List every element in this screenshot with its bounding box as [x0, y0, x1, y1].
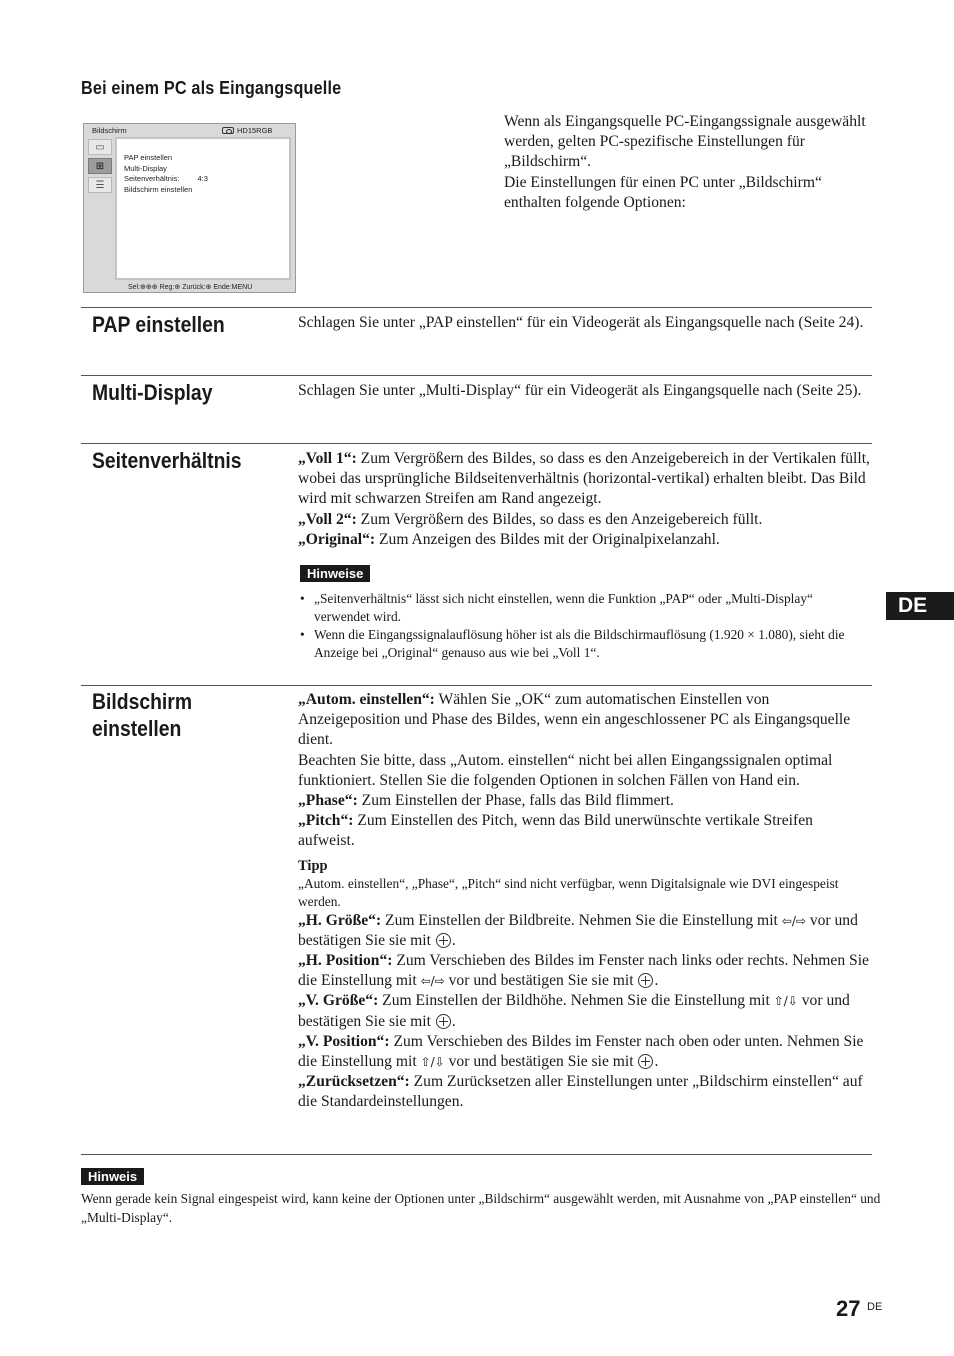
- multi-text: Schlagen Sie unter „Multi-Display“ für ein Videogerät als Eingangsquelle nach (Seite 25).: [298, 382, 862, 399]
- picture-menu-icon: ▭: [88, 139, 112, 155]
- input-icon: [222, 127, 234, 134]
- menu-item-value: 4:3: [197, 174, 208, 183]
- enter-button-icon: [436, 1014, 451, 1029]
- screen-menu-icon: ⊞: [88, 158, 112, 174]
- menu-items: [124, 153, 208, 195]
- page-number: 27: [836, 1296, 861, 1321]
- aspect-notes: [298, 590, 872, 662]
- screen-source-label: HD15RGB: [237, 126, 273, 135]
- intro-text: Wenn als Eingangsquelle PC-Eingangssignale ausgewählt werden, gelten PC-spezifische Einstellungen für „Bildschirm“. Die Einstellungen für einen PC unter „Bildschirm“ enthalten folgende Optionen:: [504, 113, 866, 211]
- divider: [81, 1154, 872, 1155]
- footnote-badge: Hinweis: [81, 1168, 144, 1185]
- left-right-arrow-icon: ⇦/⇨: [420, 974, 445, 989]
- footnote-text: Wenn gerade kein Signal eingespeist wird, kann keine der Optionen unter „Bildschirm“ ausgewählt werden, mit Ausnahme von „PAP einstellen“ und „Multi-Display“.: [81, 1191, 881, 1225]
- aspect-heading: Seitenverhältnis: [92, 448, 242, 473]
- tip-title: Tipp: [298, 857, 328, 874]
- note-item: • „Seitenverhältnis“ lässt sich nicht einstellen, wenn die Funktion „PAP“ oder „Multi-Display“ verwendet wird.: [298, 590, 872, 626]
- left-right-arrow-icon: ⇦/⇨: [781, 913, 806, 928]
- screenadj-heading: Bildschirm einstellen: [92, 689, 193, 741]
- menu-item: PAP einstellen: [124, 153, 173, 162]
- tip-text: „Autom. einstellen“, „Phase“, „Pitch“ sind nicht verfügbar, wenn Digitalsignale wie DVI eingespeist werden.: [298, 875, 839, 909]
- screen-title: Bildschirm: [92, 126, 127, 135]
- menu-item: Bildschirm einstellen: [124, 184, 193, 194]
- notes-badge: Hinweise: [300, 565, 370, 582]
- note-item: • Wenn die Eingangssignalauflösung höher ist als die Bildschirmauflösung (1.920 × 1.080), sieht die Anzeige bei „Original“ genauso aus wie bei „Voll 1“.: [298, 626, 872, 662]
- menu-item: Multi-Display: [124, 163, 167, 173]
- enter-button-icon: [436, 933, 451, 948]
- section-title: Bei einem PC als Eingangsquelle: [81, 78, 342, 98]
- page-language: DE: [867, 1301, 883, 1313]
- divider: [81, 443, 872, 444]
- divider: [81, 685, 872, 686]
- divider: [81, 307, 872, 308]
- screen-footer: Sel:⊕⊕⊕ Reg:⊕ Zurück:⊕ Ende:MENU: [128, 284, 253, 291]
- setup-menu-icon: ☰: [88, 177, 112, 193]
- multi-heading: Multi-Display: [92, 380, 213, 405]
- menu-item: Seitenverhältnis: 4:3: [124, 174, 208, 183]
- pap-text: Schlagen Sie unter „PAP einstellen“ für ein Videogerät als Eingangsquelle nach (Seite 24).: [298, 314, 864, 331]
- pap-heading: PAP einstellen: [92, 312, 225, 337]
- language-tab: DE: [886, 592, 954, 620]
- up-down-arrow-icon: ⇧/⇩: [420, 1055, 445, 1070]
- enter-button-icon: [638, 1054, 653, 1069]
- tip-block: [298, 857, 872, 911]
- menu-panel: [115, 137, 291, 280]
- aspect-text: „Voll 1“: Zum Vergrößern des Bildes, so dass es den Anzeigebereich in der Vertikalen füllt, wobei das ursprüngliche Bildseitenverhältnis (horizontal-vertikal) erhalten bleibt. Das Bild wird mit schwarzen Streifen am Rand angezeigt. „Voll 2“: Zum Vergrößern des Bildes, so dass es den Anzeigebereich füllt. „Original“: Zum Anzeigen des Bildes mit der Originalpixelanzahl.: [298, 450, 870, 548]
- menu-icon-column: [88, 139, 114, 196]
- up-down-arrow-icon: ⇧/⇩: [773, 994, 798, 1009]
- enter-button-icon: [638, 973, 653, 988]
- menu-screenshot: [83, 123, 296, 293]
- divider: [81, 375, 872, 376]
- screen-source: [222, 126, 272, 135]
- notes-badge-wrap: [300, 565, 370, 583]
- screenadj-text: „Autom. einstellen“: Wählen Sie „OK“ zum automatischen Einstellen von Anzeigeposition und Phase des Bildes, wenn ein angeschlossener PC als Eingangsquelle dient. Beachten Sie bitte, dass „Autom. einstellen“ nicht bei allen Eingangssignalen optimal funktioniert. Stellen Sie die folgenden Optionen in solchen Fällen von Hand ein. „Phase“: Zum Einstellen der Phase, falls das Bild flimmert. „Pitch“: Zum Einstellen des Pitch, wenn das Bild unerwünschte vertikale Streifen aufweist. Tipp „Autom. einstellen“, „Phase“, „Pitch“ sind nicht verfügbar, wenn Digitalsignale wie DVI eingespeist werden. „H. Größe“: Zum Einstellen der Bildbreite. Nehmen Sie die Einstellung mit ⇦/⇨ vor und bestätigen Sie sie mit . „H. Position“: Zum Verschieben des Bildes im Fenster nach links oder rechts. Nehmen Sie die Einstellung mit ⇦/⇨ vor und bestätigen Sie sie mit . „V. Größe“: Zum Einstellen der Bildhöhe. Nehmen Sie die Einstellung mit ⇧/⇩ vor und bestätigen Sie sie mit . „V. Position“: Zum Verschieben des Bildes im Fenster nach oben oder unten. Nehmen Sie die Einstellung mit ⇧/⇩ vor und bestätigen Sie sie mit . „Zurücksetzen“: Zum Zurücksetzen aller Einstellungen unter „Bildschirm einstellen“ auf die Standardeinstellungen.: [298, 690, 872, 1113]
- footnote-badge-wrap: [81, 1168, 144, 1186]
